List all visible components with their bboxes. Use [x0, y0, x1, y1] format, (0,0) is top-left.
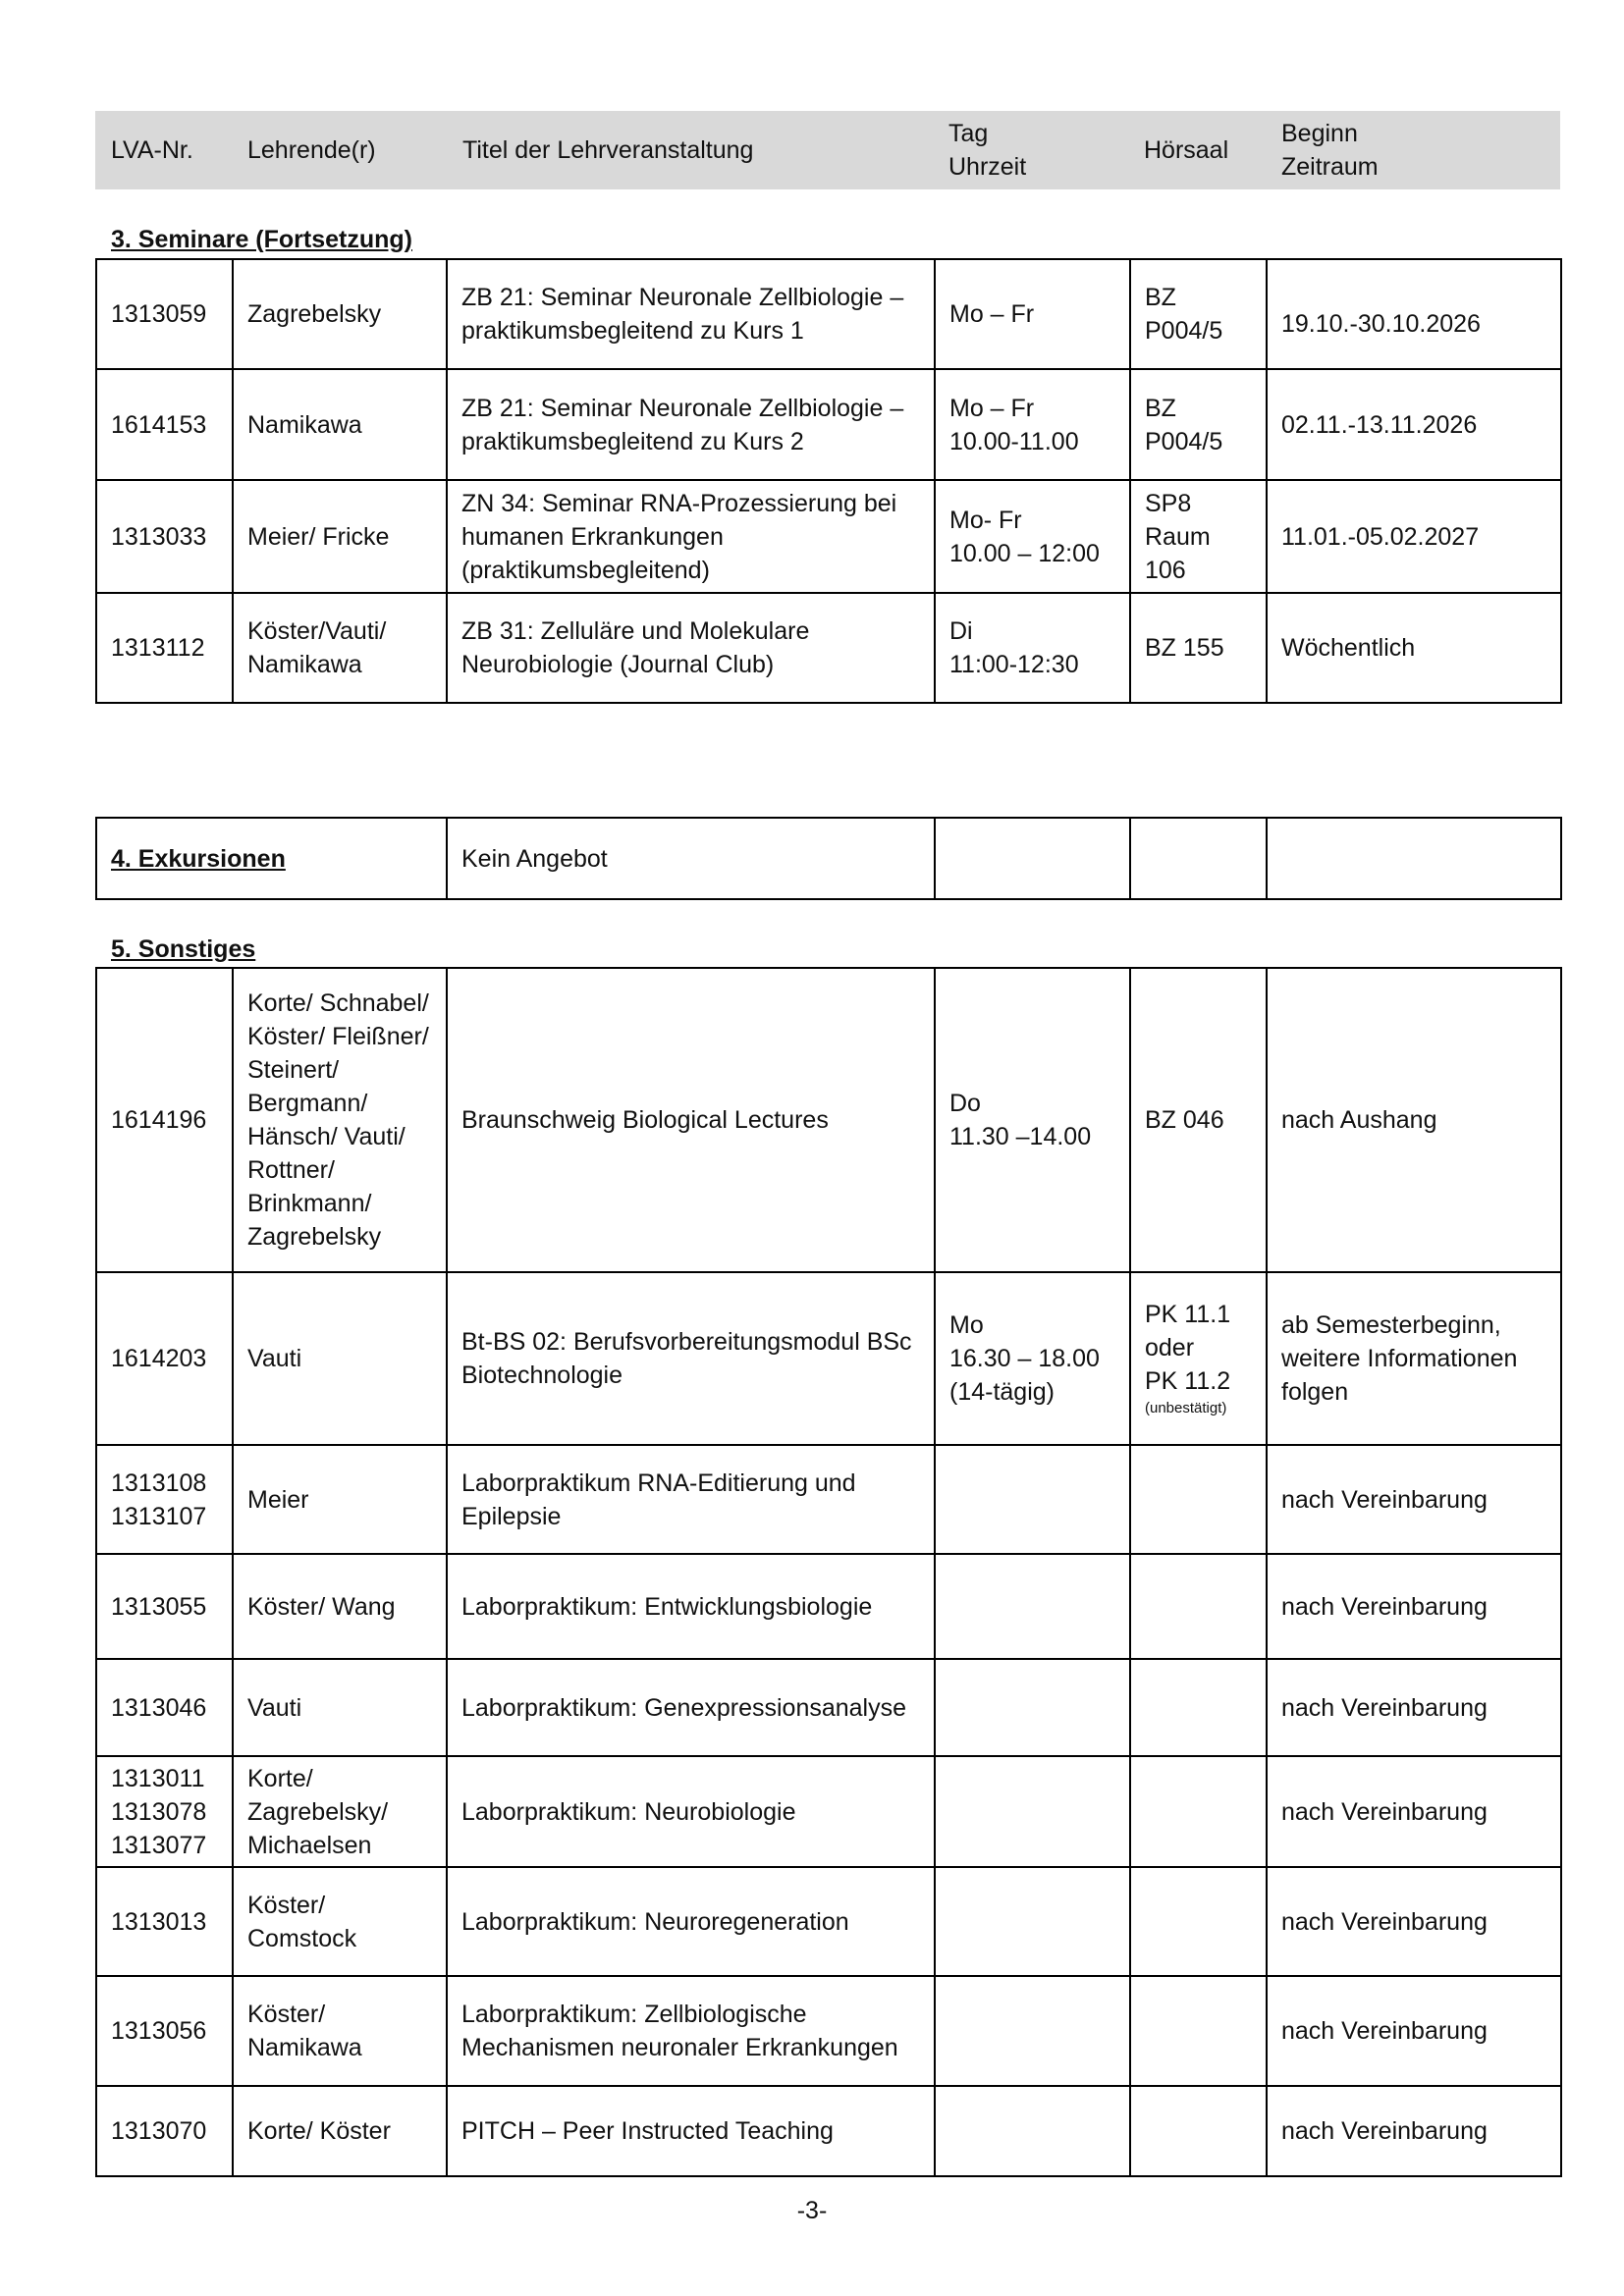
tag-cell: [935, 1659, 1130, 1756]
tag-cell: Do 11.30 –14.00: [935, 968, 1130, 1272]
table-row: [96, 1756, 1561, 1867]
lva-nr-cell: 1614153: [96, 369, 233, 480]
beginn-cell: ab Semesterbeginn, weitere Informationen folgen: [1267, 1272, 1561, 1445]
hoersaal-cell: [1130, 1445, 1267, 1554]
header-hoersaal: Hörsaal: [1144, 136, 1229, 164]
beginn-cell: nach Vereinbarung: [1267, 1659, 1561, 1756]
seminare-table: [95, 258, 1562, 704]
hoersaal-cell: [1130, 1554, 1267, 1659]
lehrende-cell: Zagrebelsky: [233, 259, 447, 369]
titel-cell: ZN 34: Seminar RNA-Prozessierung bei humanen Erkrankungen (praktikumsbegleitend): [447, 480, 935, 593]
lehrende-cell: Vauti: [233, 1659, 447, 1756]
titel-cell: Laborpraktikum: Genexpressionsanalyse: [447, 1659, 935, 1756]
table-row: [96, 480, 1561, 593]
tag-cell: [935, 1756, 1130, 1867]
exkursionen-text-cell: Kein Angebot: [447, 818, 935, 899]
table-row: [96, 1272, 1561, 1445]
table-row: [96, 1867, 1561, 1976]
lva-nr-cell: 1313056: [96, 1976, 233, 2086]
lva-nr-cell: 1614203: [96, 1272, 233, 1445]
table-row: [96, 1659, 1561, 1756]
tag-cell: [935, 1445, 1130, 1554]
hoersaal-cell: BZ 046: [1130, 968, 1267, 1272]
titel-cell: Laborpraktikum RNA-Editierung und Epilepsie: [447, 1445, 935, 1554]
header-titel: Titel der Lehrveranstaltung: [462, 136, 754, 164]
beginn-cell: nach Vereinbarung: [1267, 1445, 1561, 1554]
table-row: [96, 2086, 1561, 2176]
tag-cell: [935, 1867, 1130, 1976]
titel-cell: Bt-BS 02: Berufsvorbereitungsmodul BSc Biotechnologie: [447, 1272, 935, 1445]
lehrende-cell: Korte/ Köster: [233, 2086, 447, 2176]
tag-cell: Mo – Fr 10.00-11.00: [935, 369, 1130, 480]
tag-cell: Mo – Fr: [935, 259, 1130, 369]
table-row: [96, 1976, 1561, 2086]
hoersaal-cell: [1130, 2086, 1267, 2176]
hoersaal-cell: [1130, 1976, 1267, 2086]
lva-nr-cell: 1313055: [96, 1554, 233, 1659]
titel-cell: ZB 21: Seminar Neuronale Zellbiologie – praktikumsbegleitend zu Kurs 1: [447, 259, 935, 369]
lva-nr-cell: 1313059: [96, 259, 233, 369]
beginn-cell: 02.11.-13.11.2026: [1267, 369, 1561, 480]
hoersaal-cell: [1130, 1756, 1267, 1867]
lehrende-cell: Köster/ Wang: [233, 1554, 447, 1659]
hoersaal-cell: BZ 155: [1130, 593, 1267, 703]
table-row: [96, 369, 1561, 480]
lehrende-cell: Korte/ Schnabel/ Köster/ Fleißner/ Steinert/ Bergmann/ Hänsch/ Vauti/ Rottner/ Brinkmann/ Zagrebelsky: [233, 968, 447, 1272]
exkursionen-table: [95, 817, 1562, 900]
column-header-bar: [95, 111, 1560, 189]
lva-nr-cell: 1313013: [96, 1867, 233, 1976]
tag-cell: Mo 16.30 – 18.00 (14-tägig): [935, 1272, 1130, 1445]
header-beginn-zeitraum: Beginn Zeitraum: [1281, 120, 1379, 181]
header-tag-uhrzeit: Tag Uhrzeit: [948, 120, 1027, 181]
hoersaal-cell: BZ P004/5: [1130, 259, 1267, 369]
header-lva-nr: LVA-Nr.: [111, 136, 193, 164]
lva-nr-cell: 1313046: [96, 1659, 233, 1756]
lva-nr-cell: 1614196: [96, 968, 233, 1272]
beginn-cell: Wöchentlich: [1267, 593, 1561, 703]
sonstiges-table: [95, 967, 1562, 2177]
beginn-cell: nach Vereinbarung: [1267, 1756, 1561, 1867]
empty-cell: [1130, 818, 1267, 899]
tag-cell: Di 11:00-12:30: [935, 593, 1130, 703]
titel-cell: ZB 21: Seminar Neuronale Zellbiologie – praktikumsbegleitend zu Kurs 2: [447, 369, 935, 480]
titel-cell: Laborpraktikum: Zellbiologische Mechanismen neuronaler Erkrankungen: [447, 1976, 935, 2086]
beginn-cell: 11.01.-05.02.2027: [1267, 480, 1561, 593]
titel-cell: Laborpraktikum: Neurobiologie: [447, 1756, 935, 1867]
lehrende-cell: Köster/Vauti/ Namikawa: [233, 593, 447, 703]
lva-nr-cell: 1313011 1313078 1313077: [96, 1756, 233, 1867]
tag-cell: [935, 1554, 1130, 1659]
exkursionen-title-cell: [96, 818, 447, 899]
tag-cell: [935, 1976, 1130, 2086]
beginn-cell: 19.10.-30.10.2026: [1267, 259, 1561, 369]
lva-nr-cell: 1313112: [96, 593, 233, 703]
tag-cell: Mo- Fr 10.00 – 12:00: [935, 480, 1130, 593]
beginn-cell: nach Aushang: [1267, 968, 1561, 1272]
titel-cell: ZB 31: Zelluläre und Molekulare Neurobiologie (Journal Club): [447, 593, 935, 703]
lva-nr-cell: 1313070: [96, 2086, 233, 2176]
lehrende-cell: Korte/ Zagrebelsky/ Michaelsen: [233, 1756, 447, 1867]
page-number: -3-: [796, 2197, 828, 2224]
empty-cell: [935, 818, 1130, 899]
lva-nr-cell: 1313108 1313107: [96, 1445, 233, 1554]
tag-cell: [935, 2086, 1130, 2176]
empty-cell: [1267, 818, 1561, 899]
titel-cell: Braunschweig Biological Lectures: [447, 968, 935, 1272]
hoersaal-cell: SP8 Raum 106: [1130, 480, 1267, 593]
unconfirmed-note: (unbestätigt): [1145, 1400, 1227, 1416]
lehrende-cell: Meier/ Fricke: [233, 480, 447, 593]
titel-cell: Laborpraktikum: Entwicklungsbiologie: [447, 1554, 935, 1659]
table-row: [96, 1445, 1561, 1554]
lehrende-cell: Meier: [233, 1445, 447, 1554]
section-title-exkursionen: 4. Exkursionen: [111, 844, 286, 873]
titel-cell: PITCH – Peer Instructed Teaching: [447, 2086, 935, 2176]
table-row: [96, 968, 1561, 1272]
table-row: [96, 1554, 1561, 1659]
lva-nr-cell: 1313033: [96, 480, 233, 593]
beginn-cell: nach Vereinbarung: [1267, 1867, 1561, 1976]
hoersaal-cell: [1130, 1867, 1267, 1976]
section-title-seminare: 3. Seminare (Fortsetzung): [111, 226, 412, 253]
hoersaal-cell: [1130, 1659, 1267, 1756]
hoersaal-cell: PK 11.1 oder PK 11.2 (unbestätigt): [1130, 1272, 1267, 1445]
beginn-cell: nach Vereinbarung: [1267, 1554, 1561, 1659]
table-row: [96, 259, 1561, 369]
header-lehrende: Lehrende(r): [247, 136, 376, 164]
table-row: [96, 818, 1561, 899]
lehrende-cell: Köster/ Namikawa: [233, 1976, 447, 2086]
lehrende-cell: Vauti: [233, 1272, 447, 1445]
table-row: [96, 593, 1561, 703]
lehrende-cell: Namikawa: [233, 369, 447, 480]
beginn-cell: nach Vereinbarung: [1267, 2086, 1561, 2176]
section-title-sonstiges: 5. Sonstiges: [111, 935, 256, 963]
beginn-cell: nach Vereinbarung: [1267, 1976, 1561, 2086]
hoersaal-cell: BZ P004/5: [1130, 369, 1267, 480]
titel-cell: Laborpraktikum: Neuroregeneration: [447, 1867, 935, 1976]
lehrende-cell: Köster/ Comstock: [233, 1867, 447, 1976]
